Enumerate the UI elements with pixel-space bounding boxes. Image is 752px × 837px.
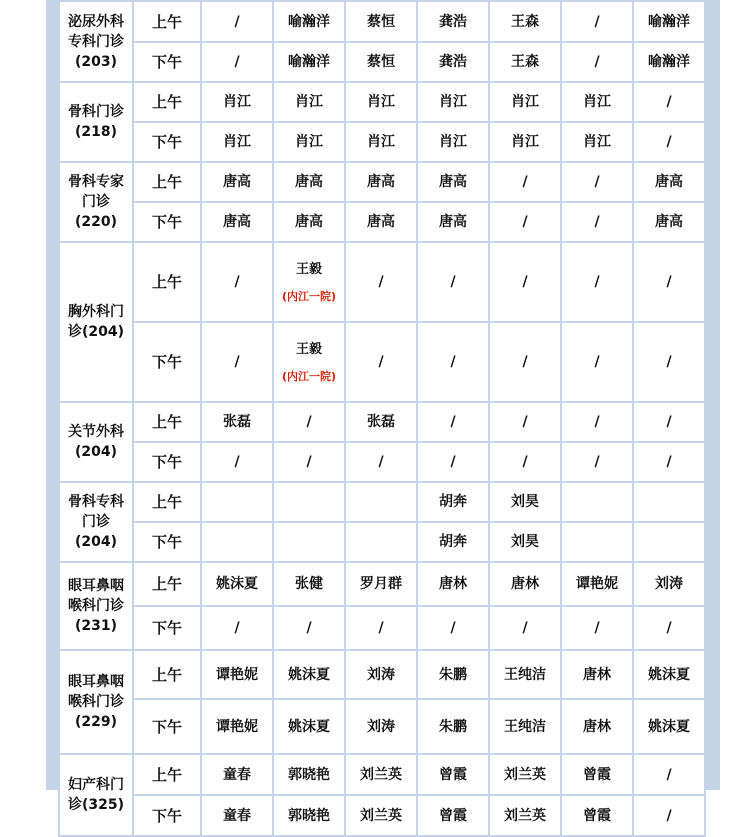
doctor-cell: /: [418, 403, 488, 441]
doctor-cell: /: [634, 755, 704, 794]
session-cell: 上午: [134, 243, 200, 321]
doctor-cell: /: [562, 2, 632, 41]
doctor-cell: 刘兰英: [490, 755, 560, 794]
doctor-cell: 肖江: [418, 83, 488, 121]
doctor-cell: 肖江: [274, 123, 344, 161]
doctor-cell: /: [202, 43, 272, 81]
doctor-cell: 唐高: [346, 163, 416, 201]
doctor-cell: 谭艳妮: [202, 700, 272, 753]
doctor-cell: 蔡恒: [346, 43, 416, 81]
table-row: [60, 796, 704, 835]
session-cell: 下午: [134, 203, 200, 241]
doctor-cell: /: [346, 243, 416, 321]
table-row: [60, 243, 704, 321]
doctor-cell: 郭晓艳: [274, 755, 344, 794]
session-cell: 下午: [134, 443, 200, 481]
doctor-cell: /: [202, 323, 272, 401]
doctor-cell: /: [490, 443, 560, 481]
doctor-cell: 龚浩: [418, 2, 488, 41]
doctor-cell: 胡奔: [418, 483, 488, 521]
doctor-cell: 喻瀚洋: [634, 43, 704, 81]
doctor-cell: /: [562, 203, 632, 241]
doctor-cell: /: [202, 243, 272, 321]
session-cell: 上午: [134, 163, 200, 201]
doctor-cell: 姚沫夏: [634, 651, 704, 698]
doctor-cell: 刘兰英: [346, 796, 416, 835]
doctor-cell: [274, 243, 344, 321]
doctor-cell: 刘涛: [634, 563, 704, 605]
doctor-cell: 王纯洁: [490, 700, 560, 753]
department-cell: 胸外科门诊(204): [60, 243, 132, 401]
doctor-cell: 曾霞: [418, 796, 488, 835]
table-row: [60, 2, 704, 41]
doctor-cell: /: [562, 443, 632, 481]
table-row: [60, 607, 704, 649]
doctor-cell: /: [274, 443, 344, 481]
doctor-cell: /: [562, 163, 632, 201]
session-cell: 上午: [134, 651, 200, 698]
session-cell: 上午: [134, 563, 200, 605]
doctor-cell: 谭艳妮: [202, 651, 272, 698]
table-row: [60, 755, 704, 794]
doctor-cell: /: [562, 43, 632, 81]
doctor-cell: 唐林: [490, 563, 560, 605]
doctor-cell: 童春: [202, 796, 272, 835]
doctor-cell: 曾霞: [418, 755, 488, 794]
doctor-cell: 郭晓艳: [274, 796, 344, 835]
doctor-cell: 唐林: [562, 700, 632, 753]
doctor-cell: /: [634, 323, 704, 401]
doctor-cell: /: [490, 163, 560, 201]
doctor-cell: /: [562, 607, 632, 649]
session-cell: 上午: [134, 2, 200, 41]
hospital-note: (内江一院): [281, 369, 337, 383]
table-row: [60, 83, 704, 121]
department-cell: 骨科专家门诊(220): [60, 163, 132, 241]
doctor-name: 王毅: [295, 261, 322, 277]
doctor-cell: 刘涛: [346, 651, 416, 698]
doctor-cell: 朱鹏: [418, 651, 488, 698]
doctor-cell: /: [634, 123, 704, 161]
doctor-cell: 唐高: [274, 203, 344, 241]
doctor-cell: 罗月群: [346, 563, 416, 605]
doctor-cell: /: [634, 243, 704, 321]
table-row: [60, 43, 704, 81]
doctor-cell: /: [346, 443, 416, 481]
clinic-schedule-table: [58, 0, 706, 837]
table-row: [60, 563, 704, 605]
table-row: [60, 403, 704, 441]
doctor-cell: 唐高: [202, 203, 272, 241]
department-cell: 泌尿外科专科门诊(203): [60, 2, 132, 81]
hospital-note: (内江一院): [281, 289, 337, 303]
session-cell: 上午: [134, 83, 200, 121]
session-cell: 下午: [134, 123, 200, 161]
doctor-cell: 唐高: [418, 203, 488, 241]
doctor-cell: [274, 483, 344, 521]
doctor-cell: /: [634, 607, 704, 649]
table-row: [60, 483, 704, 521]
department-cell: 骨科门诊(218): [60, 83, 132, 161]
doctor-cell: /: [634, 796, 704, 835]
department-cell: 关节外科(204): [60, 403, 132, 481]
doctor-cell: [562, 483, 632, 521]
session-cell: 上午: [134, 755, 200, 794]
doctor-cell: 肖江: [418, 123, 488, 161]
department-cell: 妇产科门诊(325): [60, 755, 132, 835]
doctor-cell: 肖江: [202, 123, 272, 161]
doctor-cell: 王纯洁: [490, 651, 560, 698]
doctor-cell: /: [202, 443, 272, 481]
doctor-cell: 喻瀚洋: [634, 2, 704, 41]
doctor-cell: [274, 523, 344, 561]
doctor-cell: /: [490, 323, 560, 401]
doctor-cell: 曾霞: [562, 796, 632, 835]
doctor-cell: 唐林: [562, 651, 632, 698]
doctor-cell: 王森: [490, 2, 560, 41]
doctor-cell: /: [490, 203, 560, 241]
doctor-cell: /: [418, 443, 488, 481]
session-cell: 上午: [134, 403, 200, 441]
doctor-cell: 肖江: [346, 123, 416, 161]
doctor-cell: 喻瀚洋: [274, 43, 344, 81]
doctor-cell: 唐高: [274, 163, 344, 201]
doctor-cell: 谭艳妮: [562, 563, 632, 605]
doctor-cell: /: [562, 403, 632, 441]
doctor-cell: 刘昊: [490, 483, 560, 521]
doctor-cell: /: [490, 403, 560, 441]
doctor-cell: /: [634, 443, 704, 481]
doctor-cell: 胡奔: [418, 523, 488, 561]
session-cell: 下午: [134, 43, 200, 81]
doctor-cell: 张健: [274, 563, 344, 605]
doctor-cell: 喻瀚洋: [274, 2, 344, 41]
session-cell: 下午: [134, 523, 200, 561]
doctor-cell: 唐林: [418, 563, 488, 605]
doctor-cell: 曾霞: [562, 755, 632, 794]
table-row: [60, 163, 704, 201]
doctor-cell: 唐高: [634, 203, 704, 241]
doctor-cell: /: [274, 607, 344, 649]
doctor-cell: /: [418, 243, 488, 321]
doctor-cell: 姚沫夏: [274, 700, 344, 753]
doctor-cell: /: [634, 403, 704, 441]
doctor-cell: /: [490, 243, 560, 321]
doctor-cell: /: [418, 607, 488, 649]
doctor-cell: 蔡恒: [346, 2, 416, 41]
doctor-cell: 唐高: [634, 163, 704, 201]
doctor-cell: 刘涛: [346, 700, 416, 753]
doctor-cell: /: [202, 2, 272, 41]
department-cell: 眼耳鼻咽喉科门诊(231): [60, 563, 132, 649]
department-cell: 眼耳鼻咽喉科门诊(229): [60, 651, 132, 753]
session-cell: 下午: [134, 700, 200, 753]
doctor-cell: /: [562, 323, 632, 401]
doctor-cell: [634, 523, 704, 561]
session-cell: 下午: [134, 796, 200, 835]
doctor-cell: 童春: [202, 755, 272, 794]
doctor-cell: 姚沫夏: [274, 651, 344, 698]
table-row: [60, 203, 704, 241]
doctor-cell: 王森: [490, 43, 560, 81]
doctor-cell: [562, 523, 632, 561]
session-cell: 下午: [134, 323, 200, 401]
doctor-cell: 肖江: [490, 123, 560, 161]
doctor-cell: [202, 483, 272, 521]
doctor-cell: /: [490, 607, 560, 649]
doctor-cell: 龚浩: [418, 43, 488, 81]
doctor-cell: 刘兰英: [346, 755, 416, 794]
doctor-cell: [634, 483, 704, 521]
doctor-cell: /: [346, 323, 416, 401]
doctor-cell: [346, 483, 416, 521]
doctor-name: 王毅: [295, 341, 322, 357]
doctor-cell: 张磊: [202, 403, 272, 441]
doctor-cell: /: [634, 83, 704, 121]
doctor-cell: [274, 323, 344, 401]
doctor-cell: 肖江: [490, 83, 560, 121]
doctor-cell: 张磊: [346, 403, 416, 441]
doctor-cell: 唐高: [346, 203, 416, 241]
doctor-cell: 肖江: [202, 83, 272, 121]
doctor-cell: 肖江: [562, 123, 632, 161]
table-row: [60, 443, 704, 481]
doctor-cell: 朱鹏: [418, 700, 488, 753]
doctor-cell: /: [202, 607, 272, 649]
doctor-cell: 刘兰英: [490, 796, 560, 835]
doctor-cell: 肖江: [562, 83, 632, 121]
department-cell: 骨科专科门诊(204): [60, 483, 132, 561]
table-row: [60, 123, 704, 161]
doctor-cell: [202, 523, 272, 561]
doctor-cell: [346, 523, 416, 561]
doctor-cell: 姚沫夏: [634, 700, 704, 753]
doctor-cell: 唐高: [202, 163, 272, 201]
table-row: [60, 323, 704, 401]
doctor-cell: 姚沫夏: [202, 563, 272, 605]
doctor-cell: /: [274, 403, 344, 441]
doctor-cell: /: [418, 323, 488, 401]
doctor-cell: 肖江: [274, 83, 344, 121]
session-cell: 下午: [134, 607, 200, 649]
doctor-cell: /: [562, 243, 632, 321]
doctor-cell: 肖江: [346, 83, 416, 121]
table-row: [60, 523, 704, 561]
doctor-cell: /: [346, 607, 416, 649]
table-row: [60, 651, 704, 698]
doctor-cell: 刘昊: [490, 523, 560, 561]
session-cell: 上午: [134, 483, 200, 521]
table-row: [60, 700, 704, 753]
doctor-cell: 唐高: [418, 163, 488, 201]
